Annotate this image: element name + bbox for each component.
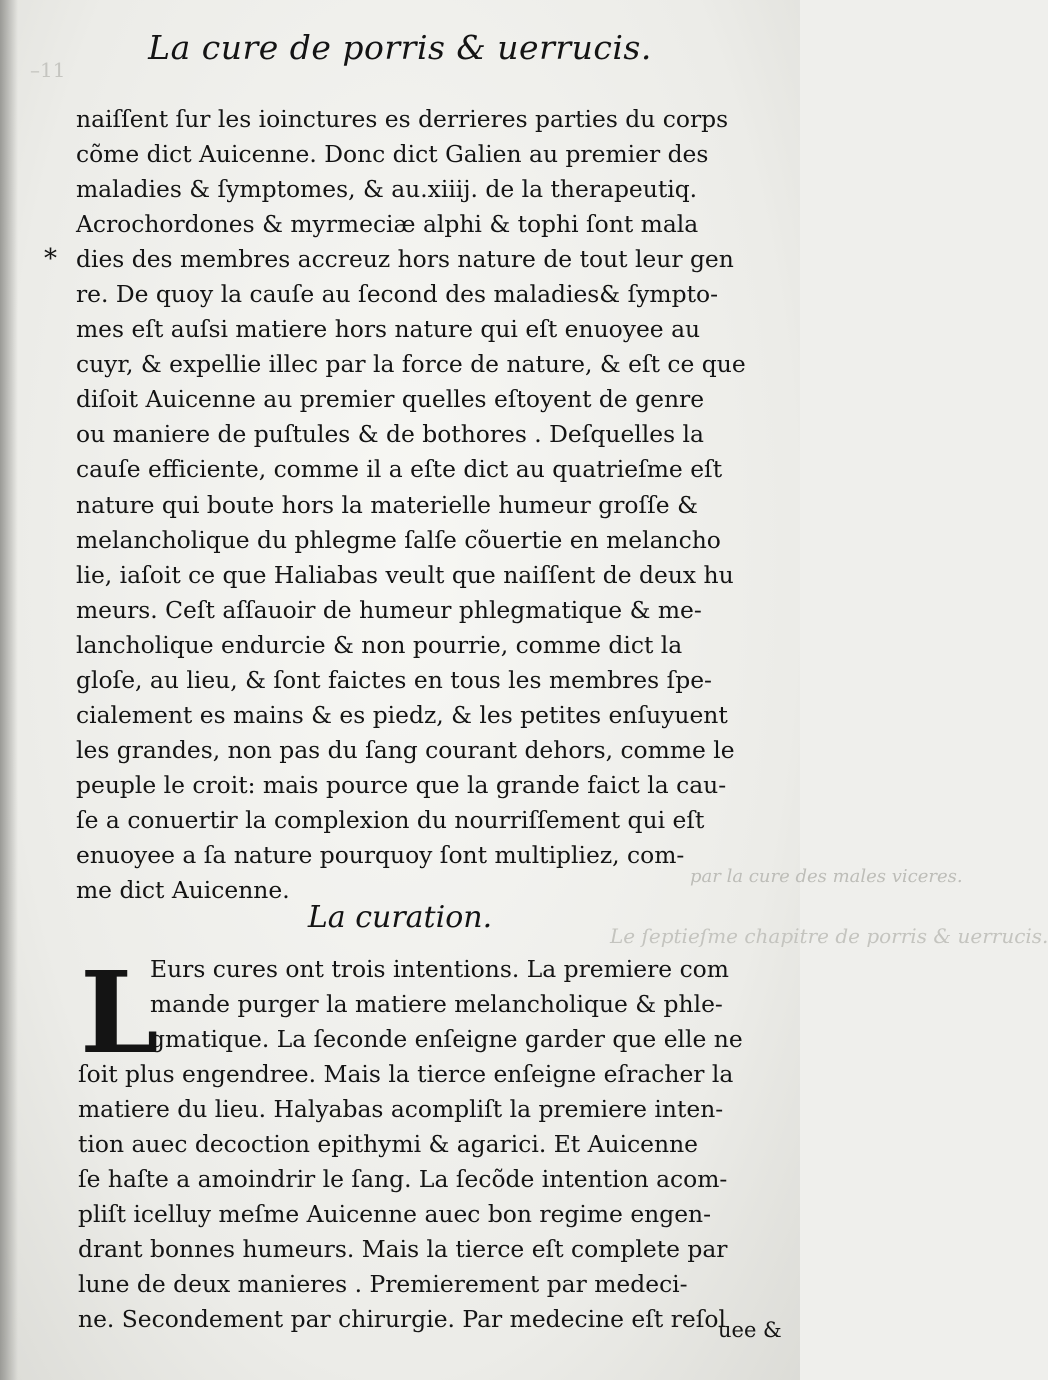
text-line: Eurs cures ont trois intentions. La premiere com (150, 955, 729, 983)
text-line: mande purger la matiere melancholique & phle- (150, 990, 723, 1019)
bleed-through-text: par la cure des males viceres. (690, 866, 963, 887)
curation-paragraph (78, 948, 778, 1338)
text-line: ne. Secondement par chirurgie. Par medecine eſt reſol (78, 1305, 726, 1334)
text-line: me dict Auicenne. (76, 876, 290, 905)
text-line: nature qui boute hors la materielle humeur groſſe & (76, 490, 698, 519)
text-line: gloſe, au lieu, & ſont faictes en tous les membres ſpe- (76, 665, 712, 694)
text-line: pliſt icelluy meſme Auicenne auec bon regime engen- (78, 1200, 712, 1229)
text-line: cauſe efficiente, comme il a eſte dict au quatrieſme eſt (76, 455, 723, 484)
text-line: dies des membres accreuz hors nature de tout leur gen (76, 245, 734, 274)
text-line: ſe a conuertir la complexion du nourriſſement qui eſt (76, 805, 705, 834)
text-line: drant bonnes humeurs. Mais la tierce eſt complete par (78, 1235, 728, 1264)
running-head: La cure de porris & uerrucis. (148, 28, 652, 67)
text-line: les grandes, non pas du ſang courant dehors, comme le (76, 735, 735, 764)
text-line: tion auec decoction epithymi & agarici. Et Auicenne (78, 1130, 698, 1159)
text-line: re. De quoy la cauſe au ſecond des maladies& ſympto- (76, 280, 718, 309)
text-line: enuoyee a ſa nature pourquoy ſont multipliez, com- (76, 840, 685, 869)
text-line: maladies & ſymptomes, & au.xiiij. de la therapeutiq. (76, 175, 698, 204)
text-line: lancholique endurcie & non pourrie, comme dict la (76, 630, 683, 659)
text-line: peuple le croit: mais pource que la grande faict la cau- (76, 770, 727, 799)
body-paragraph (76, 102, 774, 908)
text-line: mes eſt auſsi matiere hors nature qui eſt enuoyee au (76, 315, 701, 344)
text-line: Acrochordones & myrmeciæ alphi & tophi ſont mala (76, 210, 699, 239)
catchword: uee & (718, 1318, 782, 1342)
folio-mark: –11 (30, 58, 66, 82)
section-title: La curation. (307, 900, 493, 935)
text-line: ſe haſte a amoindrir le ſang. La ſecõde intention acom- (78, 1165, 728, 1194)
bleed-through-text: Le ſeptieſme chapitre de porris & uerrucis. (610, 924, 1048, 948)
margin-asterisk-mark: * (44, 244, 57, 274)
text-line: cuyr, & expellie illec par la force de nature, & eſt ce que (76, 350, 746, 379)
drop-cap: L (80, 948, 159, 1079)
text-line: diſoit Auicenne au premier quelles eſtoyent de genre (76, 385, 705, 414)
text-line: matiere du lieu. Halyabas acompliſt la premiere inten- (78, 1095, 724, 1124)
text-line: lune de deux manieres . Premierement par medeci- (78, 1270, 688, 1299)
text-line: cõme dict Auicenne. Donc dict Galien au premier des (76, 140, 709, 169)
text-line: cialement es mains & es piedz, & les petites enſuyuent (76, 700, 728, 729)
text-line: melancholique du phlegme ſalſe cõuertie en melancho (76, 525, 721, 554)
text-line: ſoit plus engendree. Mais la tierce enſeigne eſracher la (78, 1060, 734, 1089)
text-line: gmatique. La ſeconde enſeigne garder que elle ne (150, 1025, 743, 1054)
text-line: naiſſent ſur les ioinctures es derrieres parties du corps (76, 105, 729, 133)
text-line: meurs. Ceſt aſſauoir de humeur phlegmatique & me- (76, 595, 702, 624)
text-line: lie, iaſoit ce que Haliabas veult que naiſſent de deux hu (76, 560, 734, 589)
text-line: ou maniere de puſtules & de bothores . Deſquelles la (76, 420, 704, 449)
page-gutter-shadow (0, 0, 18, 1380)
